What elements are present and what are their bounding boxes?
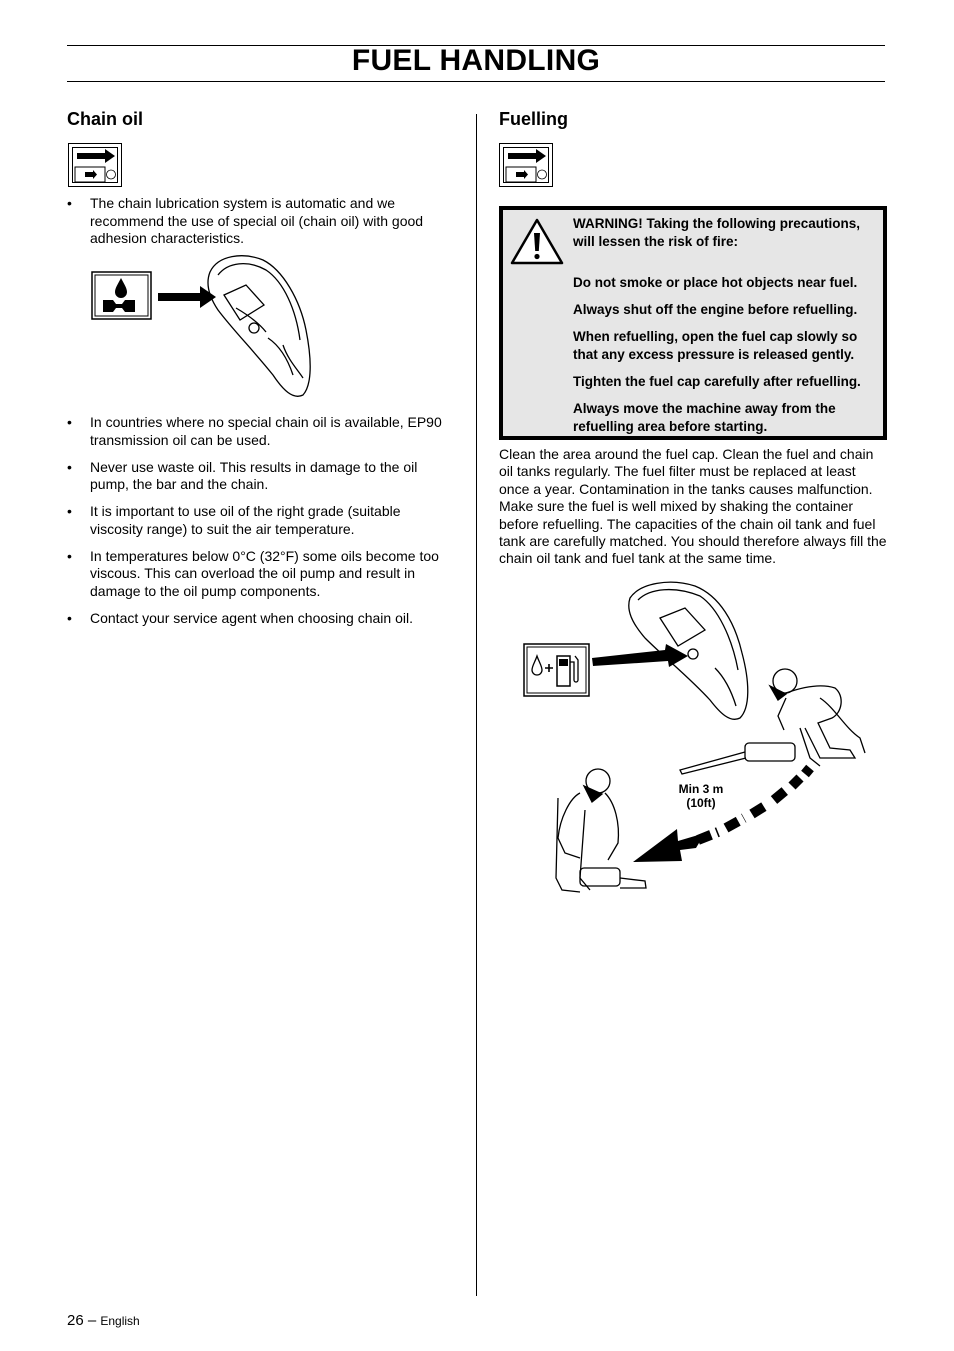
list-item: • In temperatures below 0°C (32°F) some oils become too viscous. This can overload the oil pump and result in damage to the oil pump components.	[67, 548, 457, 601]
warning-triangle-icon	[509, 216, 565, 266]
list-item: • It is important to use oil of the right grade (suitable viscosity range) to suit the air temperature.	[67, 503, 457, 538]
column-divider	[476, 114, 477, 1296]
warning-item: Tighten the fuel cap carefully after refuelling.	[573, 374, 861, 389]
fuel-pump-icon	[524, 644, 589, 696]
standing-worker-drawing	[556, 769, 646, 892]
fuelling-heading: Fuelling	[499, 109, 568, 129]
distance-metric: Min 3 m	[678, 782, 724, 796]
chain-oil-icon	[92, 272, 151, 319]
footer-separator: –	[87, 1312, 97, 1329]
distance-imperial: (10ft)	[686, 796, 716, 810]
warning-item: Always move the machine away from the refuelling area before starting.	[573, 401, 836, 434]
fire-warning-box	[499, 206, 887, 440]
warning-lead: WARNING! Taking the following precautions, will lessen the risk of fire:	[573, 216, 861, 249]
chain-oil-filling-figure	[88, 250, 318, 400]
reference-arrow-icon	[68, 143, 122, 187]
list-item: • In countries where no special chain oil is available, EP90 transmission oil can be used.	[67, 414, 457, 449]
list-item: • Never use waste oil. This results in damage to the oil pump, the bar and the chain.	[67, 459, 457, 494]
reference-arrow-icon	[499, 143, 553, 187]
chain-oil-advice-list	[67, 414, 457, 637]
header-bottom-rule	[67, 81, 885, 82]
page-footer	[67, 1312, 140, 1329]
saw-housing-drawing	[208, 256, 310, 397]
footer-language: English	[100, 1314, 140, 1328]
page-number: 26	[67, 1312, 84, 1329]
refuelling-distance-figure	[520, 578, 870, 903]
distance-label	[666, 782, 736, 810]
warning-text	[573, 215, 885, 445]
list-item: • Contact your service agent when choosing chain oil.	[67, 610, 457, 628]
warning-item: Always shut off the engine before refuelling.	[573, 302, 858, 317]
warning-item: When refuelling, open the fuel cap slowly so that any excess pressure is released gently.	[573, 329, 858, 362]
kneeling-worker-drawing	[680, 669, 865, 774]
warning-item: Do not smoke or place hot objects near fuel.	[573, 275, 858, 290]
page-title: FUEL HANDLING	[351, 44, 601, 77]
chain-oil-heading: Chain oil	[67, 109, 143, 129]
fuelling-paragraph: Clean the area around the fuel cap. Clean the fuel and chain oil tanks regularly. The fuel filter must be replaced at least once a year. Contamination in the tanks causes malfunction. Make sure the fuel is well mixed by shaking the container before refuelling. The capacities of the chain oil tank and fuel tank are carefully matched. You should therefore always fill the chain oil tank and fuel tank at the same time.	[499, 446, 887, 567]
chain-oil-intro-list	[67, 195, 457, 248]
list-item: • The chain lubrication system is automatic and we recommend the use of special oil (chain oil) with good adhesion characteristics.	[67, 195, 457, 248]
saw-housing-drawing	[629, 582, 748, 719]
